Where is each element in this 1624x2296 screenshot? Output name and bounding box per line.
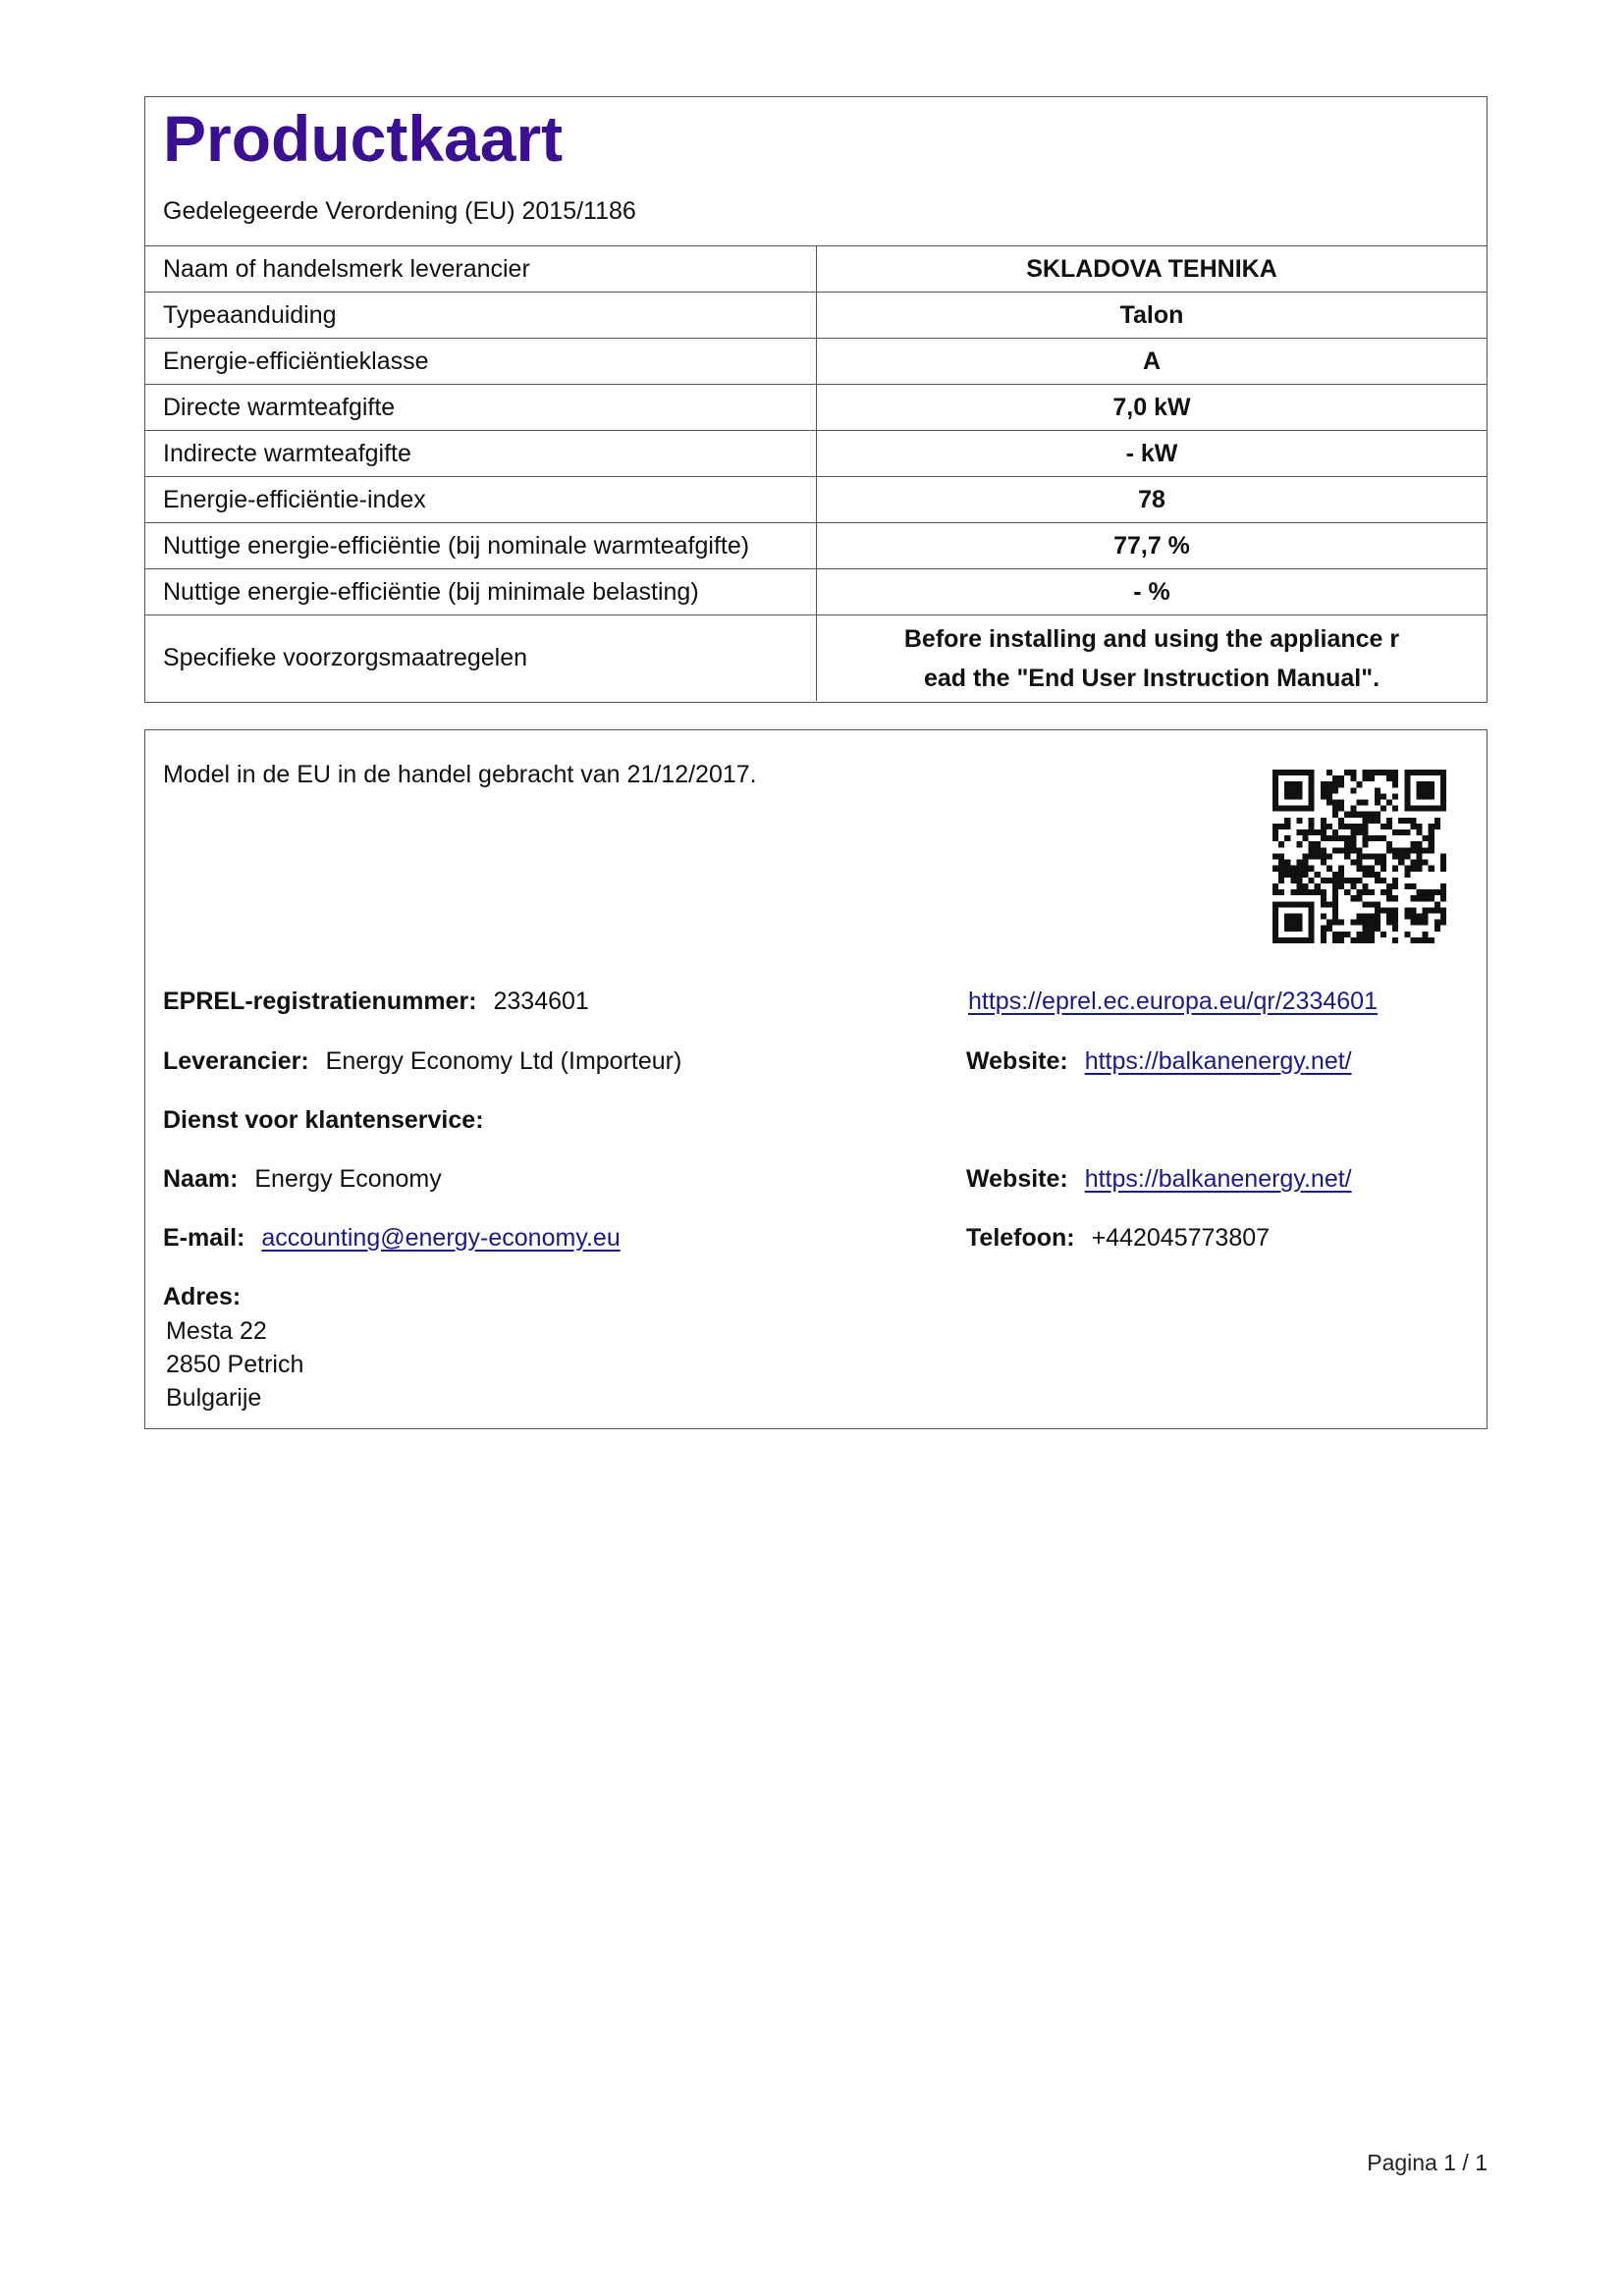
address-line-1: Mesta 22 <box>166 1317 267 1345</box>
supplier-info-card <box>144 729 1488 1429</box>
row-label: Directe warmteafgifte <box>145 385 817 430</box>
supplier-value: Energy Economy Ltd (Importeur) <box>325 1047 682 1075</box>
email-label: E-mail: <box>163 1224 245 1252</box>
card-header <box>145 97 1487 246</box>
name-value: Energy Economy <box>254 1165 442 1193</box>
phone-row <box>966 1224 1270 1253</box>
website2-label: Website: <box>966 1165 1068 1193</box>
regulation-subtitle: Gedelegeerde Verordening (EU) 2015/1186 <box>163 197 636 225</box>
phone-label: Telefoon: <box>966 1224 1075 1252</box>
row-label: Nuttige energie-efficiëntie (bij minimale belasting) <box>145 569 817 614</box>
qr-code[interactable] <box>1272 770 1446 943</box>
row-value: 77,7 % <box>1113 532 1190 560</box>
row-label: Energie-efficiëntie-index <box>145 477 817 522</box>
website2-row <box>966 1165 1352 1194</box>
table-row <box>145 293 1487 339</box>
row-value: - % <box>1133 578 1170 606</box>
website-label: Website: <box>966 1047 1068 1075</box>
product-card <box>144 96 1488 703</box>
address-label: Adres: <box>163 1283 242 1310</box>
website2-link[interactable]: https://balkanenergy.net/ <box>1084 1165 1352 1193</box>
eprel-link-row <box>968 988 1378 1016</box>
row-value <box>817 615 1487 701</box>
row-value: SKLADOVA TEHNIKA <box>1026 255 1277 283</box>
table-row <box>145 339 1487 385</box>
eprel-row <box>163 988 589 1016</box>
row-label: Naam of handelsmerk leverancier <box>145 246 817 292</box>
email-link[interactable]: accounting@energy-economy.eu <box>261 1224 621 1252</box>
customer-service-heading: Dienst voor klantenservice: <box>163 1106 484 1134</box>
page-title: Productkaart <box>163 102 564 175</box>
row-label: Nuttige energie-efficiëntie (bij nominale warmteafgifte) <box>145 523 817 568</box>
row-value: A <box>1142 347 1162 375</box>
row-value: - kW <box>1125 440 1178 467</box>
phone-value: +442045773807 <box>1091 1224 1271 1252</box>
table-row <box>145 569 1487 615</box>
table-row <box>145 477 1487 523</box>
supplier-label: Leverancier: <box>163 1047 309 1075</box>
row-label: Typeaanduiding <box>145 293 817 338</box>
table-row <box>145 246 1487 293</box>
row-label: Specifieke voorzorgsmaatregelen <box>145 615 817 701</box>
website-row <box>966 1047 1352 1076</box>
model-date-text: Model in de EU in de handel gebracht van 21/12/2017. <box>163 761 757 788</box>
address-line-2: 2850 Petrich <box>166 1351 304 1378</box>
row-value: 7,0 kW <box>1112 394 1191 421</box>
precautions-line-1: Before installing and using the appliance r <box>903 624 1400 653</box>
name-label: Naam: <box>163 1165 239 1193</box>
row-label: Indirecte warmteafgifte <box>145 431 817 476</box>
page-number: Pagina 1 / 1 <box>1367 2150 1488 2175</box>
table-row <box>145 385 1487 431</box>
email-row <box>163 1224 621 1253</box>
precautions-line-2: ead the "End User Instruction Manual". <box>923 664 1380 692</box>
eprel-link[interactable]: https://eprel.ec.europa.eu/qr/2334601 <box>968 988 1378 1015</box>
table-row <box>145 615 1487 701</box>
website-link[interactable]: https://balkanenergy.net/ <box>1084 1047 1352 1075</box>
name-row <box>163 1165 442 1194</box>
row-label: Energie-efficiëntieklasse <box>145 339 817 384</box>
supplier-row <box>163 1047 681 1076</box>
eprel-label: EPREL-registratienummer: <box>163 988 477 1015</box>
row-value: 78 <box>1138 486 1165 513</box>
table-row <box>145 431 1487 477</box>
eprel-number: 2334601 <box>493 988 589 1015</box>
address-line-3: Bulgarije <box>166 1384 262 1412</box>
row-value: Talon <box>1119 301 1184 329</box>
table-row <box>145 523 1487 569</box>
